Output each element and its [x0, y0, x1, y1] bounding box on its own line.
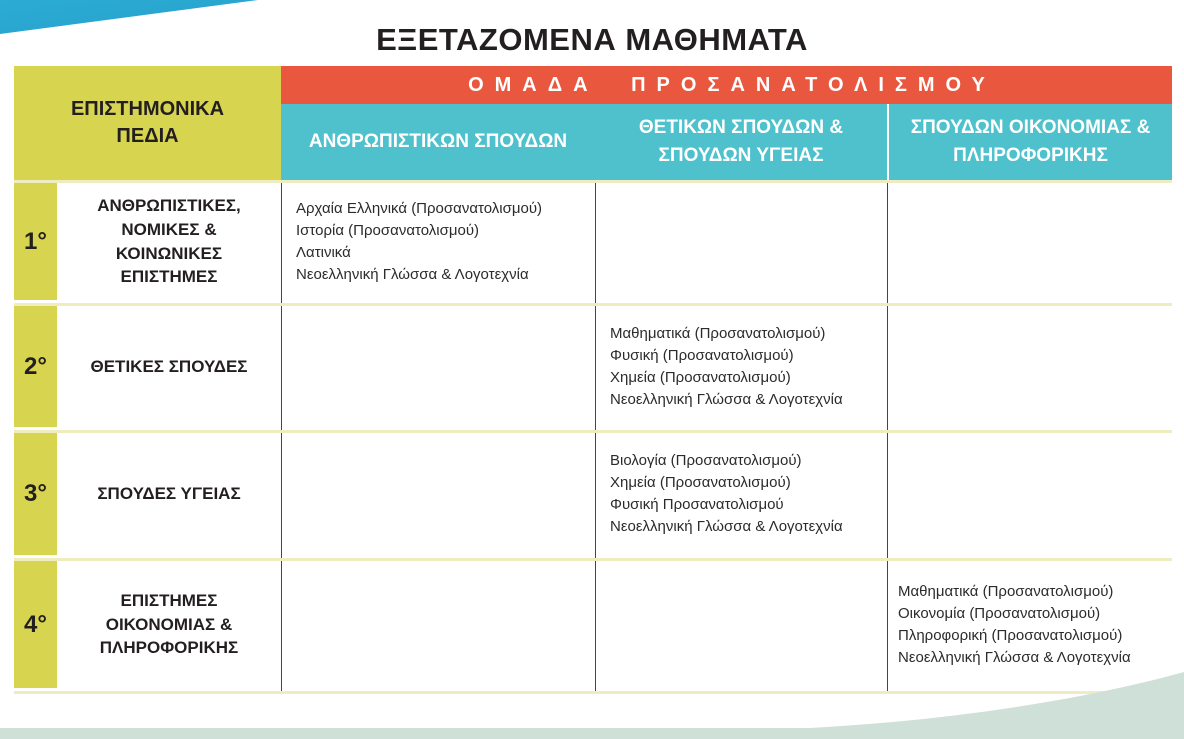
- row-divider: [14, 180, 1172, 183]
- row-divider: [14, 430, 1172, 433]
- subject-item: Λατινικά: [296, 243, 351, 261]
- field-name-row-2: ΘΕΤΙΚΕΣ ΣΠΟΥΔΕΣ: [90, 356, 248, 376]
- column-divider: [281, 180, 282, 691]
- subject-item: Φυσική (Προσανατολισμού): [610, 346, 794, 364]
- subject-item: Μαθηματικά (Προσανατολισμού): [898, 582, 1114, 600]
- subject-item: Χημεία (Προσανατολισμού): [610, 474, 791, 491]
- field-name-row-3: ΣΠΟΥΔΕΣ ΥΓΕΙΑΣ: [97, 484, 241, 504]
- page-title: ΕΞΕΤΑΖΟΜΕΝΑ ΜΑΘΗΜΑΤΑ: [376, 22, 808, 57]
- bottom-wave-decoration: [0, 669, 1184, 739]
- column-divider: [887, 180, 888, 691]
- row-number-4: 4°: [14, 561, 57, 688]
- subjects-row-3-health: [596, 433, 887, 555]
- column-header-science-health: ΘΕΤΙΚΩΝ ΣΠΟΥΔΩΝ & ΣΠΟΥΔΩΝ ΥΓΕΙΑΣ: [595, 104, 887, 180]
- row-divider: [14, 558, 1172, 561]
- row-number-1: 1°: [14, 183, 57, 300]
- row-number-2: 2°: [14, 306, 57, 427]
- subject-item: Μαθηματικά (Προσανατολισμού): [610, 324, 826, 342]
- scientific-fields-header: ΕΠΙΣΤΗΜΟΝΙΚΑ ΠΕΔΙΑ: [14, 66, 281, 180]
- subject-item: Χημεία (Προσανατολισμού): [610, 368, 791, 386]
- orientation-group-header: ΟΜΑΔΑ ΠΡΟΣΑΝΑΤΟΛΙΣΜΟΥ: [281, 66, 1172, 104]
- subject-item: Νεοελληνική Γλώσσα & Λογοτεχνία: [610, 518, 843, 535]
- subject-item: Φυσική Προσανατολισμού: [610, 496, 784, 513]
- subject-item: Αρχαία Ελληνικά (Προσανατολισμού): [296, 199, 543, 217]
- subject-item: Βιολογία (Προσανατολισμού): [610, 452, 802, 469]
- subject-item: Νεοελληνική Γλώσσα & Λογοτεχνία: [296, 265, 529, 283]
- subject-item: Ιστορία (Προσανατολισμού): [296, 221, 480, 239]
- subject-item: Οικονομία (Προσανατολισμού): [898, 604, 1101, 622]
- column-header-humanities: ΑΝΘΡΩΠΙΣΤΙΚΩΝ ΣΠΟΥΔΩΝ: [281, 104, 595, 180]
- subjects-row-2-science: [596, 306, 887, 427]
- column-divider: [595, 180, 596, 691]
- field-name-row-4: ΕΠΙΣΤΗΜΕΣ ΟΙΚΟΝΟΜΙΑΣ & ΠΛΗΡΟΦΟΡΙΚΗΣ: [99, 590, 239, 658]
- row-divider: [14, 303, 1172, 306]
- subject-item: Νεοελληνική Γλώσσα & Λογοτεχνία: [898, 648, 1131, 666]
- row-number-3: 3°: [14, 433, 57, 555]
- subject-item: Νεοελληνική Γλώσσα & Λογοτεχνία: [610, 390, 843, 408]
- subject-item: Πληροφορική (Προσανατολισμού): [898, 626, 1123, 644]
- column-header-economics-informatics: ΣΠΟΥΔΩΝ ΟΙΚΟΝΟΜΙΑΣ & ΠΛΗΡΟΦΟΡΙΚΗΣ: [887, 104, 1172, 180]
- field-name-row-1: ΑΝΘΡΩΠΙΣΤΙΚΕΣ, ΝΟΜΙΚΕΣ & ΚΟΙΝΩΝΙΚΕΣ ΕΠΙΣΤΗΜΕΣ: [97, 195, 241, 287]
- subjects-row-1-humanities: [282, 183, 595, 300]
